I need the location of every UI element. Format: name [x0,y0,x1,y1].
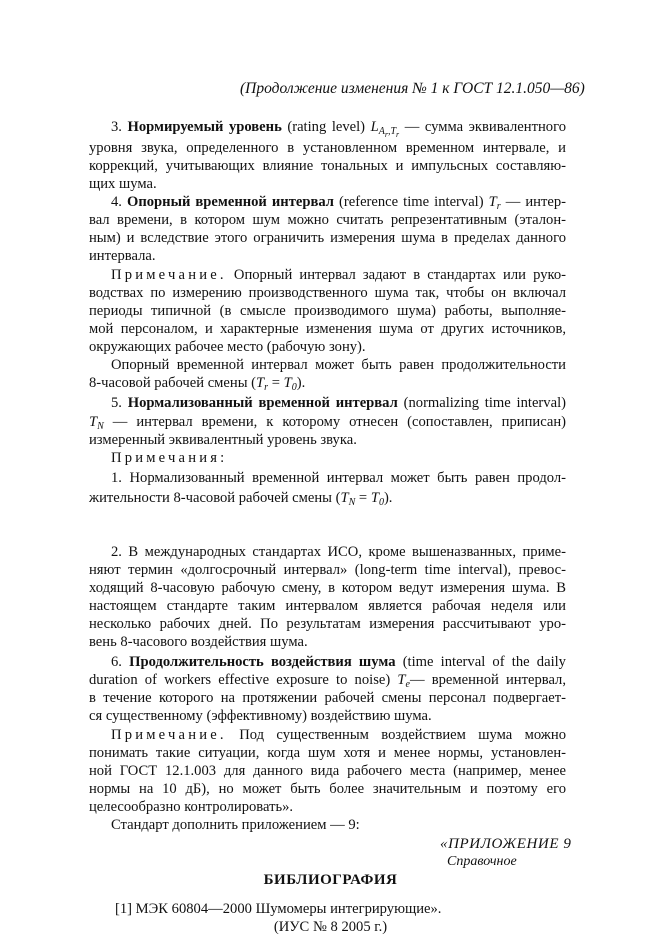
symbol-t0: $T_0$ [370,490,384,508]
term-reference-interval: Опорный временной интервал [127,194,334,210]
note-2-2-line-3: ходящий 8-часовую рабочую смену, в котором ведут измерения шума. В [89,580,566,596]
bibliography-ref-1: [1] МЭК 60804—2000 Шумомеры интегрирующие». [115,901,442,917]
note-1-line-3: периоды типичной (в смысле производимого шума) работы, выполняе- [89,303,566,319]
supplement-text: Стандарт дополнить приложением — 9: [111,817,360,833]
item-3-line-4: щих шума. [89,176,157,192]
note-3-line-5: целесообразно контролировать». [89,799,294,815]
appendix-title: «ПРИЛОЖЕНИЕ 9 [440,836,572,852]
item-5-line-1: 5. Нормализованный временной интервал (normalizing time interval) [111,395,566,411]
note-1-line-4: мой персоналом, и характерные изменения шума от других источников, [89,321,566,337]
note-1-line-5: окружающих рабочее место (рабочую зону). [89,339,366,355]
item-4-line-3: ным) и вследствие этого ограничить измерения шума в пределах данного [89,230,566,246]
note-1-line-7: 8-часовой рабочей смены $(T_r = T_0)$. [89,375,306,393]
item-6-line-3: в течение которого на протяжении рабочей смены персонал подвергает- [89,690,566,706]
page-header: (Продолжение изменения № 1 к ГОСТ 12.1.050—86) [240,80,585,97]
item-6-line-4: ся существенному (эффективному) воздействию шума. [89,708,432,724]
symbol-l-ar-tr: $L_{A_r,T_r}$ [370,119,400,139]
item-3-line-2: уровня звука, определенного в установленном временном интервале, и [89,140,566,156]
item-3-line-1: 3. Нормируемый уровень (rating level) $L_{A_r,T_r}$ — сумма эквивалентного [111,119,566,139]
note-2-2-line-6: вень 8-часового воздействия шума. [89,634,308,650]
notes-label: Примечания: [111,450,228,466]
item-6-line-1: 6. Продолжительность воздействия шума (time interval of the daily [111,654,566,670]
term-rating-level: Нормируемый уровень [127,119,282,135]
note-1-line-2: водствах по измерению производственного шума так, чтобы он включал [89,285,566,301]
symbol-tr: $T_r$ [488,194,501,212]
symbol-te: $T_e$ [397,672,410,690]
note-3-line-1: Примечание. Под существенным воздействием шума можно [111,727,566,743]
note-2-1-line-2: жительности 8-часовой рабочей смены $(T_N = T_0)$. [89,490,393,508]
note-3-line-2: понимать такие ситуации, когда шум хотя и менее нормы, установлен- [89,745,566,761]
note-3-line-4: нормы на 10 дБ), но может быть более значительным и поэтому его [89,781,566,797]
item-4-line-1: 4. Опорный временной интервал (reference time interval) $T_r$ — интер- [111,194,567,212]
term-exposure-duration: Продолжительность воздействия шума [129,654,396,670]
symbol-t0: $T_0$ [283,375,297,393]
note-3-line-3: ной ГОСТ 12.1.003 для данного вида рабочего места (например, менее [89,763,566,779]
bibliography-title: БИБЛИОГРАФИЯ [263,872,398,888]
note-label: Примечание. [111,727,227,743]
item-4-line-2: вал времени, в котором шум можно считать репрезентативным (эталон- [89,212,566,228]
item-4-line-4: интервала. [89,248,156,264]
note-2-2-line-4: настоящем стандарте таким интервалом является рабочая неделя или [89,598,566,614]
item-3-line-3: коррекций, учитывающих влияние тональных и импульсных составляю- [89,158,566,174]
source-citation: (ИУС № 8 2005 г.) [273,919,388,935]
symbol-tn: $T_N$ [340,490,356,508]
note-2-1-line-1: 1. Нормализованный временной интервал может быть равен продол- [111,470,566,486]
item-5-line-3: измеренный эквивалентный уровень звука. [89,432,357,448]
appendix-subtitle: Справочное [447,854,517,869]
term-normalizing-interval: Нормализованный временной интервал [127,395,398,411]
symbol-tn: $T_N$ [89,414,104,432]
item-5-line-2: $T_N$ — интервал времени, к которому отнесен (сопоставлен, приписан) [89,414,566,432]
note-1-line-6: Опорный временной интервал может быть равен продолжительности [111,357,566,373]
symbol-tr: $T_r$ [256,375,269,393]
item-6-line-2: duration of workers effective exposure to noise) $T_e—$ временной интервал, [89,672,566,690]
note-label: Примечание. [111,267,227,283]
note-2-2-line-2: няют термин «долгосрочный интервал» (long-term time interval), превос- [89,562,566,578]
note-2-2-line-1: 2. В международных стандартах ИСО, кроме вышеназванных, приме- [111,544,566,560]
note-1-line-1: Примечание. Опорный интервал задают в стандартах или руко- [111,267,566,283]
note-2-2-line-5: несколько рабочих дней. По результатам измерения рассчитывают уро- [89,616,566,632]
